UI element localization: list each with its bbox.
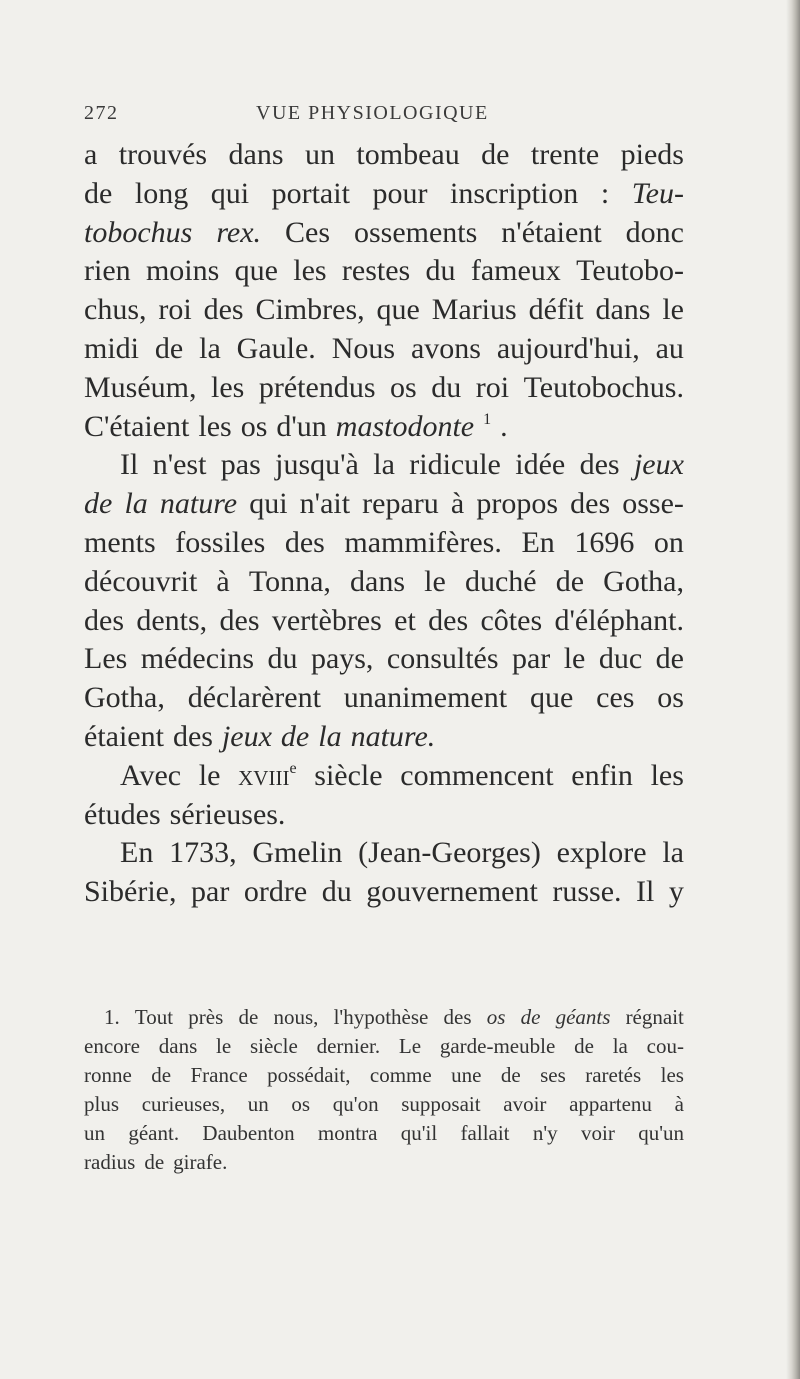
word: Tonna, [248,564,331,598]
word: dans [350,564,406,598]
word-italic: la [124,487,148,521]
word: n'étaient [501,215,602,249]
word: nous, [273,1005,319,1029]
word-italic: rex. [216,215,262,249]
word: des [84,603,124,637]
word: on [653,525,684,559]
word: prétendus [258,370,376,404]
word: le [424,564,446,598]
superscript: e [289,759,297,777]
word: os [390,370,417,404]
text-line [84,252,684,291]
text-line [84,175,684,214]
word: des [219,603,260,637]
word: la [373,448,395,482]
footnote [84,1003,684,1177]
word: roi [475,370,510,404]
word: Muséum, [84,370,197,404]
word: avoir [503,1092,547,1116]
word: ses [540,1063,566,1087]
word: fallait [460,1121,510,1145]
running-title: VUE PHYSIOLOGIQUE [256,102,489,124]
page-number: 272 [84,102,119,124]
word: unanimement [343,681,508,715]
word: trente [530,138,600,171]
word: siècle [249,1034,298,1058]
word: avons [410,331,481,365]
word: de [151,1063,172,1087]
word: les [211,370,245,404]
footnote-line [84,1119,684,1148]
word: n'y [532,1121,558,1145]
word: dans [228,138,284,171]
text-line [84,330,684,369]
century-numeral: xviii [238,758,290,792]
word: régnait [625,1005,684,1029]
word: Teutobo- [576,254,684,288]
word: moins [145,254,220,288]
text-line [84,602,684,641]
word: pays, [310,642,374,676]
footnote-number: 1. [104,1005,120,1029]
word: vertèbres [271,603,382,637]
word: les [293,254,327,288]
word: par [191,875,230,909]
word: qui [210,176,250,210]
word: des [203,293,244,327]
word: le [198,758,221,792]
word: étaient [84,719,164,753]
text-line [84,369,684,408]
word: du [321,875,352,909]
word: découvrit [84,564,198,598]
word: dans [158,1034,198,1058]
word: enfin [571,758,633,792]
word: ridicule [409,448,501,482]
word-italic: mastodonte [335,409,475,443]
word: os [291,1092,311,1116]
word: cou- [646,1034,684,1058]
word: n'est [152,448,207,482]
word: Tout [134,1005,174,1029]
word: qu'un [638,1121,684,1145]
word: Ces [285,215,330,249]
text-line [84,718,684,757]
word: Les [84,642,128,676]
word: fameux [470,254,561,288]
word: que [234,254,278,288]
word: radius [84,1150,136,1174]
word: dernier. [316,1034,381,1058]
word: à [450,487,465,521]
word: des [443,1005,472,1029]
word-italic: de [280,719,310,753]
text-line [84,757,684,796]
word: à [216,564,230,598]
footnote-line [84,1032,684,1061]
word: les [650,758,684,792]
word: C'étaient [84,409,190,443]
word: : [600,176,610,210]
text-line [84,796,684,835]
text-line [84,136,684,175]
word: de [655,642,684,676]
word: de [500,1063,521,1087]
text-line [84,834,684,873]
word: un [247,1092,269,1116]
word: russe. [552,875,622,909]
word: appartenu [569,1092,652,1116]
word-italic: Teu- [631,176,684,210]
word-italic: os [486,1005,506,1029]
word: un [304,138,335,171]
text-line [84,485,684,524]
word: encore [84,1034,140,1058]
word: trouvés [118,138,208,171]
word: défit [528,293,584,327]
word: de [555,564,585,598]
text-line [84,446,684,485]
text-line [84,640,684,679]
word: études [84,797,161,831]
word: du [431,370,462,404]
word: les [198,409,232,443]
word: des [570,487,611,521]
word: voir [581,1121,615,1145]
word: aujourd'hui, [496,331,640,365]
word: consultés [386,642,499,676]
footnote-line [84,1003,684,1032]
word: Gaule. [236,331,316,365]
word: os [240,409,268,443]
word: dans [595,293,651,327]
word: dents, [136,603,208,637]
word: En [120,836,154,870]
word: le [216,1034,232,1058]
text-line [84,214,684,253]
word: la [612,1034,628,1058]
text-line [84,679,684,718]
word: médecins [140,642,255,676]
word: de [238,1005,259,1029]
word: un [84,1121,105,1145]
word: Gotha, [84,681,165,715]
word: possédait, [267,1063,351,1087]
word: tombeau [356,138,460,171]
word: Avec [120,758,182,792]
word: qu'il [400,1121,438,1145]
word: jusqu'à [275,448,359,482]
text-line [84,873,684,912]
word: Daubenton [202,1121,295,1145]
word: portait [271,176,350,210]
word: déclarèrent [187,681,321,715]
word: girafe. [173,1150,228,1174]
word: des [172,719,213,753]
word: des [284,525,325,559]
word: France [190,1063,248,1087]
page-binding-edge [786,0,800,1379]
word-italic: jeux [633,448,684,482]
word: En [521,525,555,559]
word: 1696 [574,525,635,559]
word: Cimbres, [255,293,365,327]
word: long [134,176,189,210]
main-text [84,136,684,912]
running-head [84,102,604,132]
word: pieds [620,138,684,171]
word-italic: tobochus [84,215,193,249]
word: que [376,293,420,327]
word-italic: nature [159,487,238,521]
word: d'un [276,409,327,443]
word: la [199,331,221,365]
word: et [394,603,416,637]
word: du [267,642,298,676]
word: roi [158,293,192,327]
word: de [84,176,113,210]
word-italic: la [318,719,342,753]
word: n'ait [299,487,351,521]
word: le [563,642,586,676]
word: à [674,1092,684,1116]
word: le [662,293,684,327]
word: reparu [362,487,439,521]
word: Nous [331,331,396,365]
word: la [662,836,684,870]
word: raretés [585,1063,642,1087]
word: duché [464,564,537,598]
word: côtes [480,603,543,637]
word: qu'on [332,1092,379,1116]
word: garde-meuble [439,1034,556,1058]
word-italic: géants [555,1005,611,1029]
word: ronne [84,1063,132,1087]
footnote-line [84,1090,684,1119]
word: ordre [243,875,308,909]
footnote-reference: 1 [483,410,492,428]
text-line [84,563,684,602]
word: de [574,1034,594,1058]
footnote-line [84,1148,684,1177]
word: Le [398,1034,422,1058]
word: duc [598,642,643,676]
word: du [425,254,456,288]
word: Teutobochus. [523,370,684,404]
word: de [154,331,184,365]
word: Il [636,875,655,909]
text-line [84,408,684,447]
word: explore [556,836,647,870]
word: . [500,409,508,443]
word: montra [317,1121,378,1145]
word: siècle [314,758,383,792]
word: y [668,875,684,909]
word: l'hypothèse [333,1005,429,1029]
word: rien [84,254,131,288]
footnote-line [84,1061,684,1090]
word-italic: jeux [221,719,272,753]
word: os [657,681,684,715]
word: curieuses, [141,1092,226,1116]
word: une [451,1063,482,1087]
word: qui [249,487,288,521]
word: que [529,681,574,715]
word: pour [372,176,428,210]
word: Gmelin [252,836,343,870]
word: des [428,603,469,637]
word: des [579,448,620,482]
word: Sibérie, [84,875,177,909]
word-italic: de [520,1005,541,1029]
text-line [84,291,684,330]
word: ossements [353,215,478,249]
word-italic: de [84,487,113,521]
word: gouvernement [366,875,538,909]
word: ces [596,681,635,715]
word: idée [515,448,566,482]
word: plus [84,1092,120,1116]
word: donc [625,215,684,249]
word: inscription [449,176,579,210]
word: restes [341,254,411,288]
word: midi [84,331,140,365]
word: fossiles [175,525,266,559]
word: 1733, [169,836,237,870]
word: de [481,138,510,171]
word: (Jean-Georges) [358,836,541,870]
word-italic: nature. [350,719,436,753]
word: Gotha, [603,564,684,598]
word: de [144,1150,165,1174]
word: au [655,331,684,365]
word: mammifères. [344,525,502,559]
word: commencent [400,758,554,792]
word: osse- [622,487,684,521]
word: Marius [431,293,517,327]
word: a [84,138,98,171]
word: sérieuses. [169,797,286,831]
word: pas [220,448,261,482]
word: par [511,642,551,676]
word: les [660,1063,684,1087]
text-line [84,524,684,563]
word: ments [84,525,156,559]
word: d'éléphant. [554,603,684,637]
word: Il [120,448,139,482]
word: chus, [84,293,147,327]
word: géant. [128,1121,180,1145]
word: supposait [401,1092,481,1116]
word: près [188,1005,224,1029]
word: comme [369,1063,432,1087]
word: propos [476,487,559,521]
